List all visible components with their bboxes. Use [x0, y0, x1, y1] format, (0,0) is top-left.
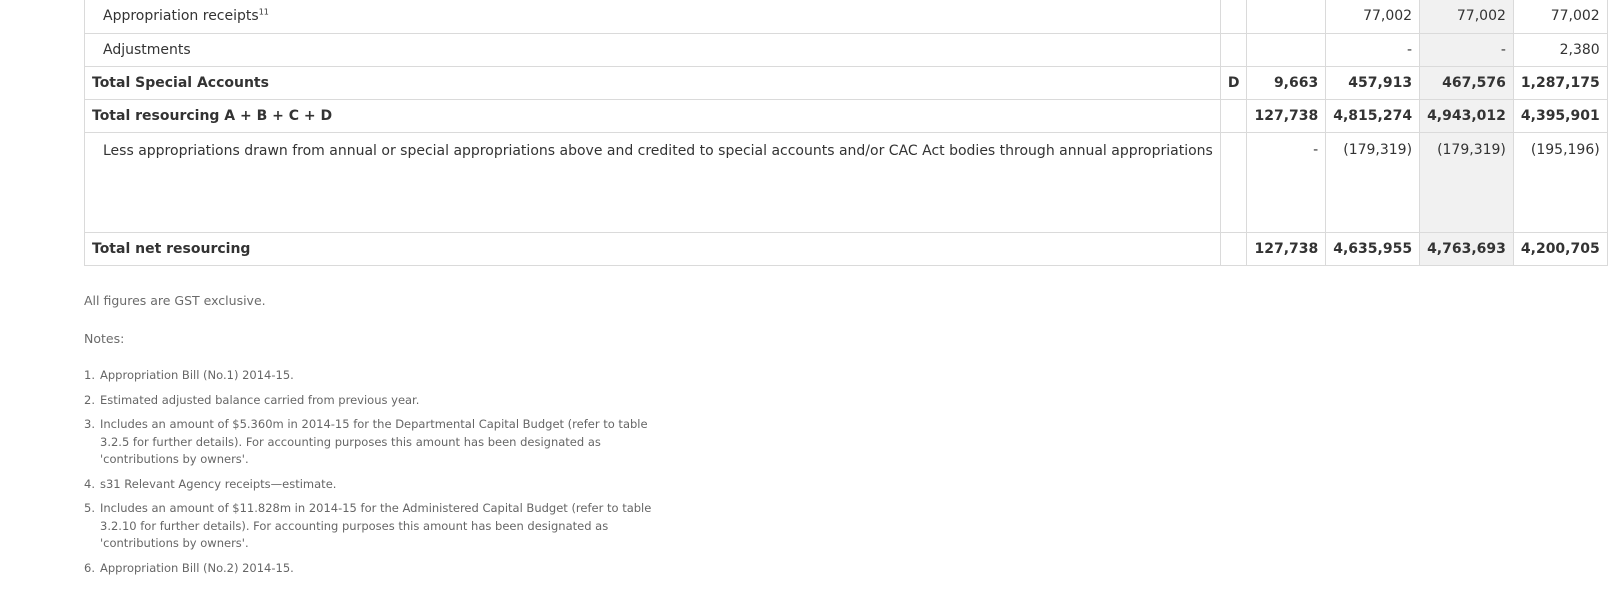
cell-col4: 77,002: [1513, 0, 1607, 33]
table-row-total-special-accounts: [85, 66, 1608, 99]
cell-col2: 4,815,274: [1326, 99, 1420, 132]
note-text: Appropriation Bill (No.2) 2014-15.: [100, 560, 294, 575]
cell-col1: [1247, 33, 1326, 66]
row-mark: [1220, 33, 1247, 66]
cell-col2: 457,913: [1326, 66, 1420, 99]
note-number: 4.: [84, 476, 95, 491]
note-text: Estimated adjusted balance carried from previous year.: [100, 392, 420, 407]
row-mark: [1220, 232, 1247, 265]
table-row-appropriation-receipts: [85, 0, 1608, 33]
row-mark: [1220, 0, 1247, 33]
note-item: [84, 500, 664, 553]
cell-col3: 4,943,012: [1420, 99, 1514, 132]
row-label: [85, 0, 1221, 33]
table-row-less-appropriations: [85, 132, 1608, 232]
cell-col3: 77,002: [1420, 0, 1514, 33]
note-text: Includes an amount of $11.828m in 2014-15 for the Administered Capital Budget (refer to table 3.2.10 for further details). For accounting purposes this amount has been designated as 'contributions by owners'.: [100, 501, 652, 550]
cell-col1: [1247, 0, 1326, 33]
cell-col3: (179,319): [1420, 132, 1514, 232]
note-number: 5.: [84, 501, 95, 515]
notes-list: [84, 367, 664, 584]
note-number: 2.: [84, 392, 95, 407]
row-mark: [1220, 99, 1247, 132]
cell-col2: 77,002: [1326, 0, 1420, 33]
footnote-ref: 11: [258, 7, 269, 17]
note-item: [84, 392, 664, 410]
cell-col4: 4,395,901: [1513, 99, 1607, 132]
resourcing-table: [84, 0, 1608, 266]
table-row-adjustments: [85, 33, 1608, 66]
cell-col2: 4,635,955: [1326, 232, 1420, 265]
row-label-text: Appropriation receipts: [103, 8, 259, 25]
row-label: Adjustments: [85, 33, 1221, 66]
cell-col4: 4,200,705: [1513, 232, 1607, 265]
note-text: s31 Relevant Agency receipts—estimate.: [100, 476, 337, 491]
note-item: [84, 416, 664, 469]
note-text: Includes an amount of $5.360m in 2014-15 for the Departmental Capital Budget (refer to table 3.2.5 for further details). For accounting purposes this amount has been designated as 'contributions by owners'.: [100, 417, 648, 466]
note-text: Appropriation Bill (No.1) 2014-15.: [100, 368, 294, 382]
row-label: Total resourcing A + B + C + D: [85, 99, 1221, 132]
table-row-total-resourcing: [85, 99, 1608, 132]
cell-col3: -: [1420, 33, 1514, 66]
row-label: Less appropriations drawn from annual or special appropriations above and credited to special accounts and/or CAC Act bodies through annual appropriations: [85, 132, 1221, 232]
note-item: [84, 367, 664, 385]
cell-col2: -: [1326, 33, 1420, 66]
cell-col3: 4,763,693: [1420, 232, 1514, 265]
note-number: 1.: [84, 368, 95, 382]
gst-note: All figures are GST exclusive.: [84, 293, 266, 308]
row-mark: D: [1220, 66, 1247, 99]
cell-col1: -: [1247, 132, 1326, 232]
row-mark: [1220, 132, 1247, 232]
cell-col4: 1,287,175: [1513, 66, 1607, 99]
note-item: [84, 476, 664, 494]
cell-col1: 127,738: [1247, 99, 1326, 132]
cell-col1: 127,738: [1247, 232, 1326, 265]
notes-heading: Notes:: [84, 331, 125, 346]
cell-col4: (195,196): [1513, 132, 1607, 232]
cell-col1: 9,663: [1247, 66, 1326, 99]
note-number: 3.: [84, 417, 95, 431]
note-number: 6.: [84, 560, 95, 575]
cell-col2: (179,319): [1326, 132, 1420, 232]
cell-col4: 2,380: [1513, 33, 1607, 66]
row-label: Total Special Accounts: [85, 66, 1221, 99]
table-row-total-net-resourcing: [85, 232, 1608, 265]
note-item: [84, 560, 664, 578]
row-label: Total net resourcing: [85, 232, 1221, 265]
cell-col3: 467,576: [1420, 66, 1514, 99]
